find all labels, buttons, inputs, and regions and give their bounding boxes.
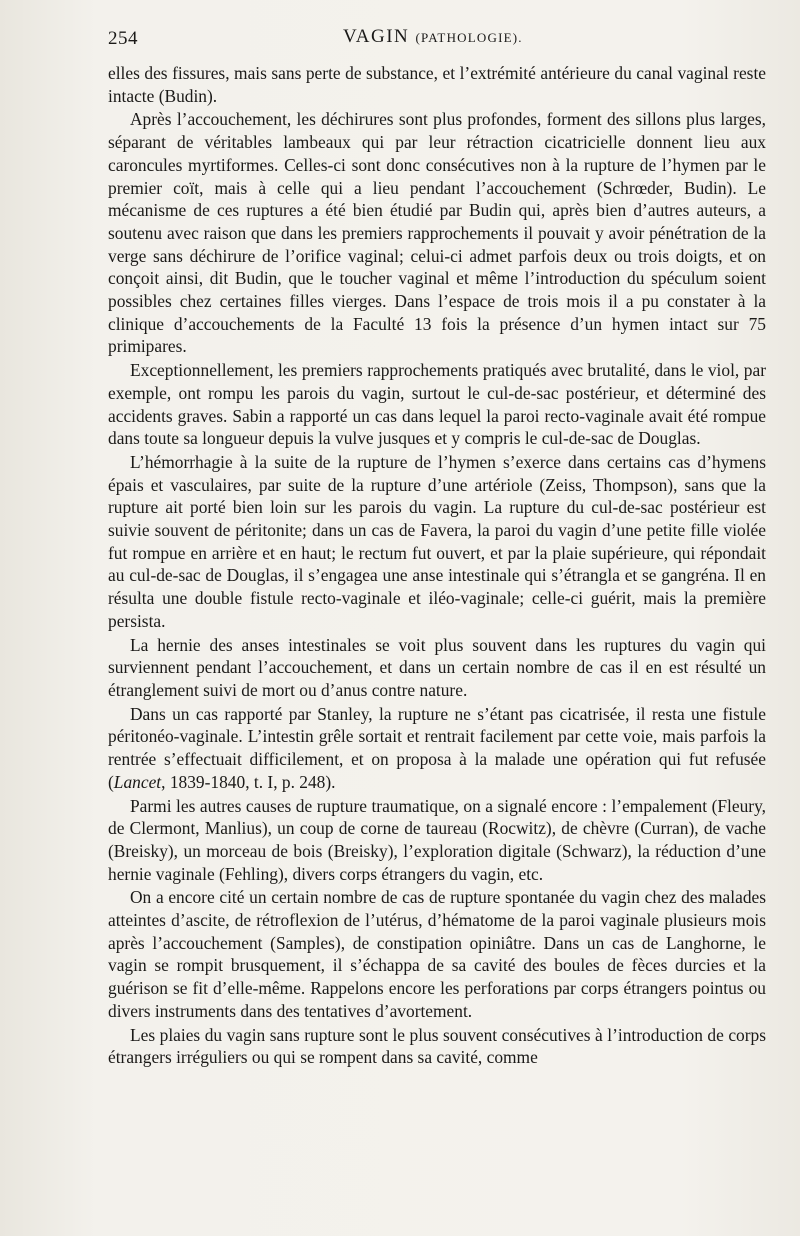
paragraph-text: Dans un cas rapporté par Stanley, la rupture ne s’étant pas cicatrisée, il resta une fistule péritonéo-vaginale. L’intestin grêle sortait et rentrait facilement par cette voie, mais parfois la rentrée s’effectuait difficilement, et on proposa à la malade une opération qui fut refusée ( bbox=[108, 703, 766, 792]
paragraph: Exceptionnellement, les premiers rapprochements pratiqués avec brutalité, dans le viol, par exemple, ont rompu les parois du vagin, surtout le cul-de-sac postérieur, et déterminé des accidents graves. Sabin a rapporté un cas dans lequel la paroi recto-vaginale avait été rompue dans toute sa longueur depuis la vulve jusques et y compris le cul-de-sac de Douglas. bbox=[108, 360, 766, 449]
paragraph-with-citation bbox=[108, 703, 766, 794]
body-text bbox=[108, 62, 766, 1069]
paragraph: elles des fissures, mais sans perte de substance, et l’extrémité antérieure du canal vaginal reste intacte (Budin). bbox=[108, 63, 766, 106]
paragraph: Les plaies du vagin sans rupture sont le plus souvent consécutives à l’introduction de corps étrangers irréguliers ou qui se rompent dans sa cavité, comme bbox=[108, 1024, 766, 1068]
paragraph: L’hémorrhagie à la suite de la rupture de l’hymen s’exerce dans certains cas d’hymens épais et vasculaires, par suite de la rupture d’une artériole (Zeiss, Thompson), sans que la rupture ait porté bien loin sur les parois du vagin. La rupture du cul-de-sac postérieur est suivie souvent de péritonite; dans un cas de Favera, la paroi du vagin d’une petite fille violée fut rompue en arrière et en haut; le rectum fut ouvert, et par la plaie supérieure, qui répondait au cul-de-sac de Douglas, il s’engagea une anse intestinale qui s’étrangla et se gangréna. Il en résulta une double fistule recto-vaginale et iléo-vaginale; celle-ci guérit, mais la première persista. bbox=[108, 451, 766, 631]
page-number: 254 bbox=[108, 28, 138, 49]
paragraph: La hernie des anses intestinales se voit plus souvent dans les ruptures du vagin qui surviennent pendant l’accouchement, et dans un certain nombre de cas il en est résulté un étranglement suivi de mort ou d’anus contre nature. bbox=[108, 634, 766, 700]
running-title-sub: (PATHOLOGIE). bbox=[415, 30, 523, 45]
running-title-main: VAGIN bbox=[343, 26, 410, 47]
paragraph: On a encore cité un certain nombre de cas de rupture spontanée du vagin chez des malades atteintes d’ascite, de rétroflexion de l’utérus, d’hématome de la paroi vaginale plusieurs mois après l’accouchement (Samples), de constipation opiniâtre. Dans un cas de Langhorne, le vagin se rompit brusquement, il s’échappa de sa cavité des boules de fèces durcies et la guérison se fit d’elle-même. Rappelons encore les perforations par corps étrangers pointus ou divers instruments dans des tentatives d’avortement. bbox=[108, 887, 766, 1021]
citation-journal: Lancet bbox=[113, 771, 162, 792]
paragraph: Parmi les autres causes de rupture traumatique, on a signalé encore : l’empalement (Fleury, de Clermont, Manlius), un coup de corne de taureau (Rocwitz), de chèvre (Curran), de vache (Breisky), un morceau de bois (Breisky), l’exploration digitale (Schwarz), la réduction d’une hernie vaginale (Fehling), divers corps étrangers du vagin, etc. bbox=[108, 795, 766, 884]
paragraph: Après l’accouchement, les déchirures sont plus profondes, forment des sillons plus larges, séparant de véritables lambeaux qui par leur rétraction cicatricielle donnent lieu aux caroncules myrtiformes. Celles-ci sont donc consécutives non à la rupture de l’hymen par le premier coït, mais à celle qui a lieu pendant l’accouchement (Schrœder, Budin). Le mécanisme de ces ruptures a été bien étudié par Budin qui, après bien d’autres auteurs, a soutenu avec raison que dans les premiers rapprochements il pouvait y avoir pénétration de la verge sans déchirure de l’orifice vaginal; celui-ci admet parfois deux ou trois doigts, et on conçoit ainsi, dit Budin, que le toucher vaginal et même l’introduction du spéculum soient possibles chez certaines filles vierges. Dans l’espace de trois mois il a pu constater à la clinique d’accouchements de la Faculté 13 fois la présence d’un hymen intact sur 75 primipares. bbox=[108, 109, 766, 357]
running-head bbox=[108, 22, 766, 62]
running-title bbox=[343, 26, 523, 48]
citation-details: , 1839-1840, t. I, p. 248). bbox=[161, 771, 336, 792]
